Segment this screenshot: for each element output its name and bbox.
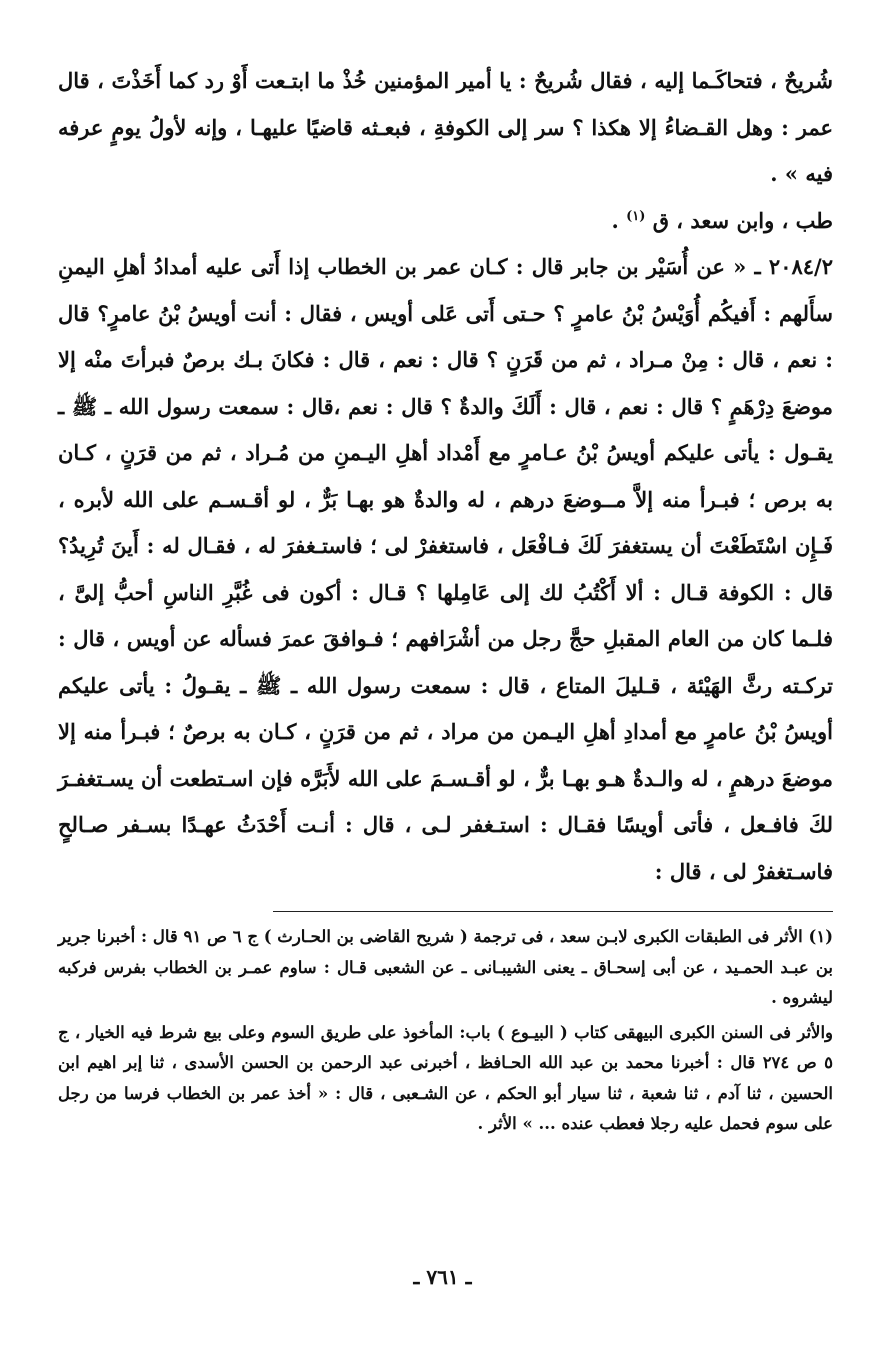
sources-text: طب ، وابن سعد ، ق: [645, 207, 833, 233]
paragraph-hadith: [58, 244, 833, 895]
document-page: [58, 58, 833, 1348]
footnote-divider: [273, 911, 833, 912]
paragraph-continuation: شُريحٌ ، فتحاكَـما إليه ، فقال شُريحٌ : يا أمير المؤمنين خُذْ ما ابتـعت أَوْ رد كما أَخَذْتَ ، قال عمر : وهل القـضاءُ إلا هكذا ؟ سر إلى الكوفةِ ، فبعـثه قاضيًا عليهـا ، وإنه لأولُ يومٍ عرفه فيه » .: [58, 68, 833, 186]
hadith-number: ٢٠٨٤/٢ ـ: [746, 254, 833, 279]
footnotes-block: [58, 922, 833, 1140]
footnote-1: (١) الأثر فى الطبقات الكبرى لابـن سعد ، فى ترجمة ( شريح القاضى بن الحـارث ) ج ٦ ص ٩١ قال : أخبرنا جرير بن عبـد الحمـيد ، عن أبى إسحـاق ـ يعنى الشيبـانى ـ عن الشعبى قـال : ساوم عمـر بن الخطاب بفرس فركبه ليشروه .: [58, 927, 834, 1007]
footnote-1-continued: والأثر فى السنن الكبرى البيهقى كتاب ( البيـوع ) باب: المأخوذ على طريق السوم وعلى بيع شرط فيه الخيار ، ج ٥ ص ٢٧٤ قال : أخبرنا محمد بن عبد الله الحـافظ ، أخبرنى عبد الرحمن بن الحسن الأسدى ، ثنا إبر اهيم ابن الحسين ، ثنا آدم ، ثنا شعبة ، ثنا سيار أبو الحكم ، عن الشـعبى ، قال : « أخذ عمر بن الخطاب فرسا من رجل على سوم فحمل عليه رجلا فعطب عنده ... » الأثر .: [58, 1022, 834, 1133]
main-text-block: [58, 58, 833, 895]
paragraph-sources: [58, 198, 833, 245]
footnote-reference[interactable]: (١): [626, 208, 646, 224]
sources-end: .: [611, 207, 627, 233]
hadith-text: « عن أُسَيْر بن جابر قال : كـان عمر بن الخطاب إذا أَتى عليه أمدادُ أهلِ اليمنِ سأَلهم : أَفيكُم أُوَيْسُ بْنُ عامرٍ ؟ حـتى أَتى عَلى أويس ، فقال : أنت أويسُ بْنُ عامرٍ؟ قال : نعم ، قال : مِنْ مـراد ، ثم من قَرَنٍ ؟ قال : نعم ، قال : فكانَ بـك برصٌ فبرأتَ منْه إلا موضعَ دِرْهَمٍ ؟ قال : نعم ، قال : أَلَكَ والدةٌ ؟ قال : نعم ،قال : سمعت رسول الله ـ ﷺ ـ يقـول : يأتى عليكم أويسُ بْنُ عـامرٍ مع أَمْداد أهلِ اليـمنِ من مُـراد ، ثم من قرَنٍ ، كـان به برص ؛ فبـرأ منه إلاَّ مــوضعَ درهم ، له والدةٌ هو بهـا بَرٌّ ، لو أقـسـم على الله لأبره ، فَـإِن اسْتَطَعْتَ أن يستغفرَ لَكَ فـافْعَل ، فاستغفرْ لى ؛ فاستـغفرَ له ، فقـال له : أَينَ تُرِيدُ؟ قال : الكوفة قـال : ألا أَكْتُبُ لك إلى عَامِلها ؟ قـال : أكون فى غُبَّرِ الناسِ أحبُّ إلىَّ ، فلـما كان من العام المقبلِ حجَّ رجل من أشْرَافهم ؛ فـوافقَ عمرَ فسأله عن أويس ، قال : تركـته رثَّ الهَيْئة ، قـليلَ المتاع ، قال : سمعت رسول الله ـ ﷺ ـ يقـولُ : يأتى عليكم أويسُ بْنُ عامرٍ مع أمدادِ أهلِ اليـمن من مراد ، ثم من قرَنٍ ، كـان به برصٌ ؛ فبـرأ منه إلا موضعَ درهمٍ ، له والـدةٌ هـو بهـا برٌّ ، لو أقـسـمَ على الله لأَبَرَّه فإن اسـتطعت أن يسـتغفـرَ لكَ فافـعل ، فأتى أويسًا فقـال : استـغفر لـى ، قال : أنـت أَحْدَثُ عهـدًا بسـفر صـالحٍ فاسـتغفرْ لى ، قال :: [58, 254, 834, 884]
page-number: ـ ٧٦١ ـ: [413, 1265, 472, 1289]
